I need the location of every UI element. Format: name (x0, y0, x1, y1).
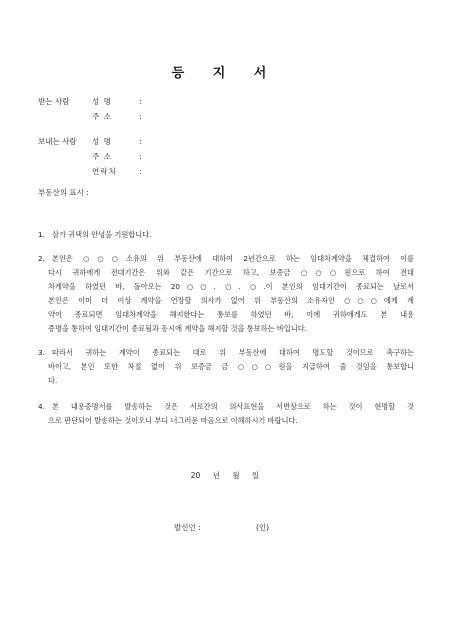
paragraph-number: 4. (38, 402, 45, 411)
recipient-address-label: 주 소 (92, 112, 112, 121)
paragraph-line: 약이 종료되면 임대차계약을 해지한다는 통보를 하였던 바, 이에 귀하에게도 본 내용 (48, 310, 414, 319)
paragraph-line: 본인은 이미 더 이상 계약을 연장할 의사가 없어 위 부동산의 소유자인 ○○○에게 계 (48, 296, 414, 305)
paragraph-number: 3. (38, 348, 45, 357)
paragraph-line: 다. (48, 376, 58, 385)
paragraph-line: 본인은 ○○○소유의 위 부동산에 대하여 2년간으로 하는 임대차계약을 체결하여 이를 (52, 254, 414, 263)
property-label: 부동산의 표시 : (38, 188, 89, 197)
paragraph-number: 1. (38, 230, 45, 239)
seal-mark: (인) (256, 523, 270, 532)
paragraph-line: 바이고, 본인 또한 차질 없이 위 보증금 금 ○○○원을 지급하여 줄 것임을 통보합니 (48, 362, 414, 371)
paragraph-2 (38, 252, 414, 336)
sender-name-colon: : (139, 137, 142, 146)
paragraph-line: 삼가 귀댁의 안녕을 기원합니다. (52, 230, 152, 239)
document-title: 등 지 서 (171, 66, 279, 81)
paragraph-line: 으로 판단되어 발송하는 것이오니 부디 너그러운 마음으로 이해하시기 바랍니다. (48, 416, 298, 425)
paragraph-line: 따라서 귀하는 계약이 종료되는 대로 위 부동산에 대하여 명도할 것이므로 촉구하는 (52, 348, 414, 357)
sender-contact-colon: : (139, 167, 142, 176)
sender-signature (174, 522, 270, 533)
recipient-address-colon: : (139, 112, 142, 121)
recipient-name-colon: : (139, 97, 142, 106)
recipient-section-label: 받는 사람 (38, 97, 70, 106)
paragraph-line: 차계약을 하였던 바, 돌아오는 20○○. ○. ○.이 본인의 임대기간이 종료되는 날로서 (48, 282, 414, 291)
paragraph-number: 2. (38, 254, 45, 263)
paragraph-4 (38, 400, 414, 428)
sender-section-label: 보내는 사람 (38, 137, 77, 146)
paragraph-line: 본 내용증명서를 발송하는 것은 서로간의 의사표현을 서면상으로 하는 것이 현명할 것 (52, 402, 414, 411)
sender-contact-label: 연락처 (92, 167, 117, 176)
recipient-name-label: 성 명 (92, 97, 112, 106)
sender-name-label: 성 명 (92, 137, 112, 146)
date-line: 20 년 월 일 (190, 471, 260, 480)
paragraph-3 (38, 346, 414, 388)
sender-address-label: 주 소 (92, 152, 112, 161)
paragraph-line: 증명을 통하여 임대기간이 종료됨과 동시에 계약을 해지할 것을 통보하는 바입니다. (48, 324, 307, 333)
paragraph-1 (38, 228, 414, 242)
sender-address-colon: : (139, 152, 142, 161)
sender-signature-label: 발신인 : (174, 523, 201, 532)
paragraph-line: 다시 귀하에게 전대기간은 위와 같은 기간으로 하고, 보증금 ○○○원으로 하여 전대 (48, 268, 414, 277)
